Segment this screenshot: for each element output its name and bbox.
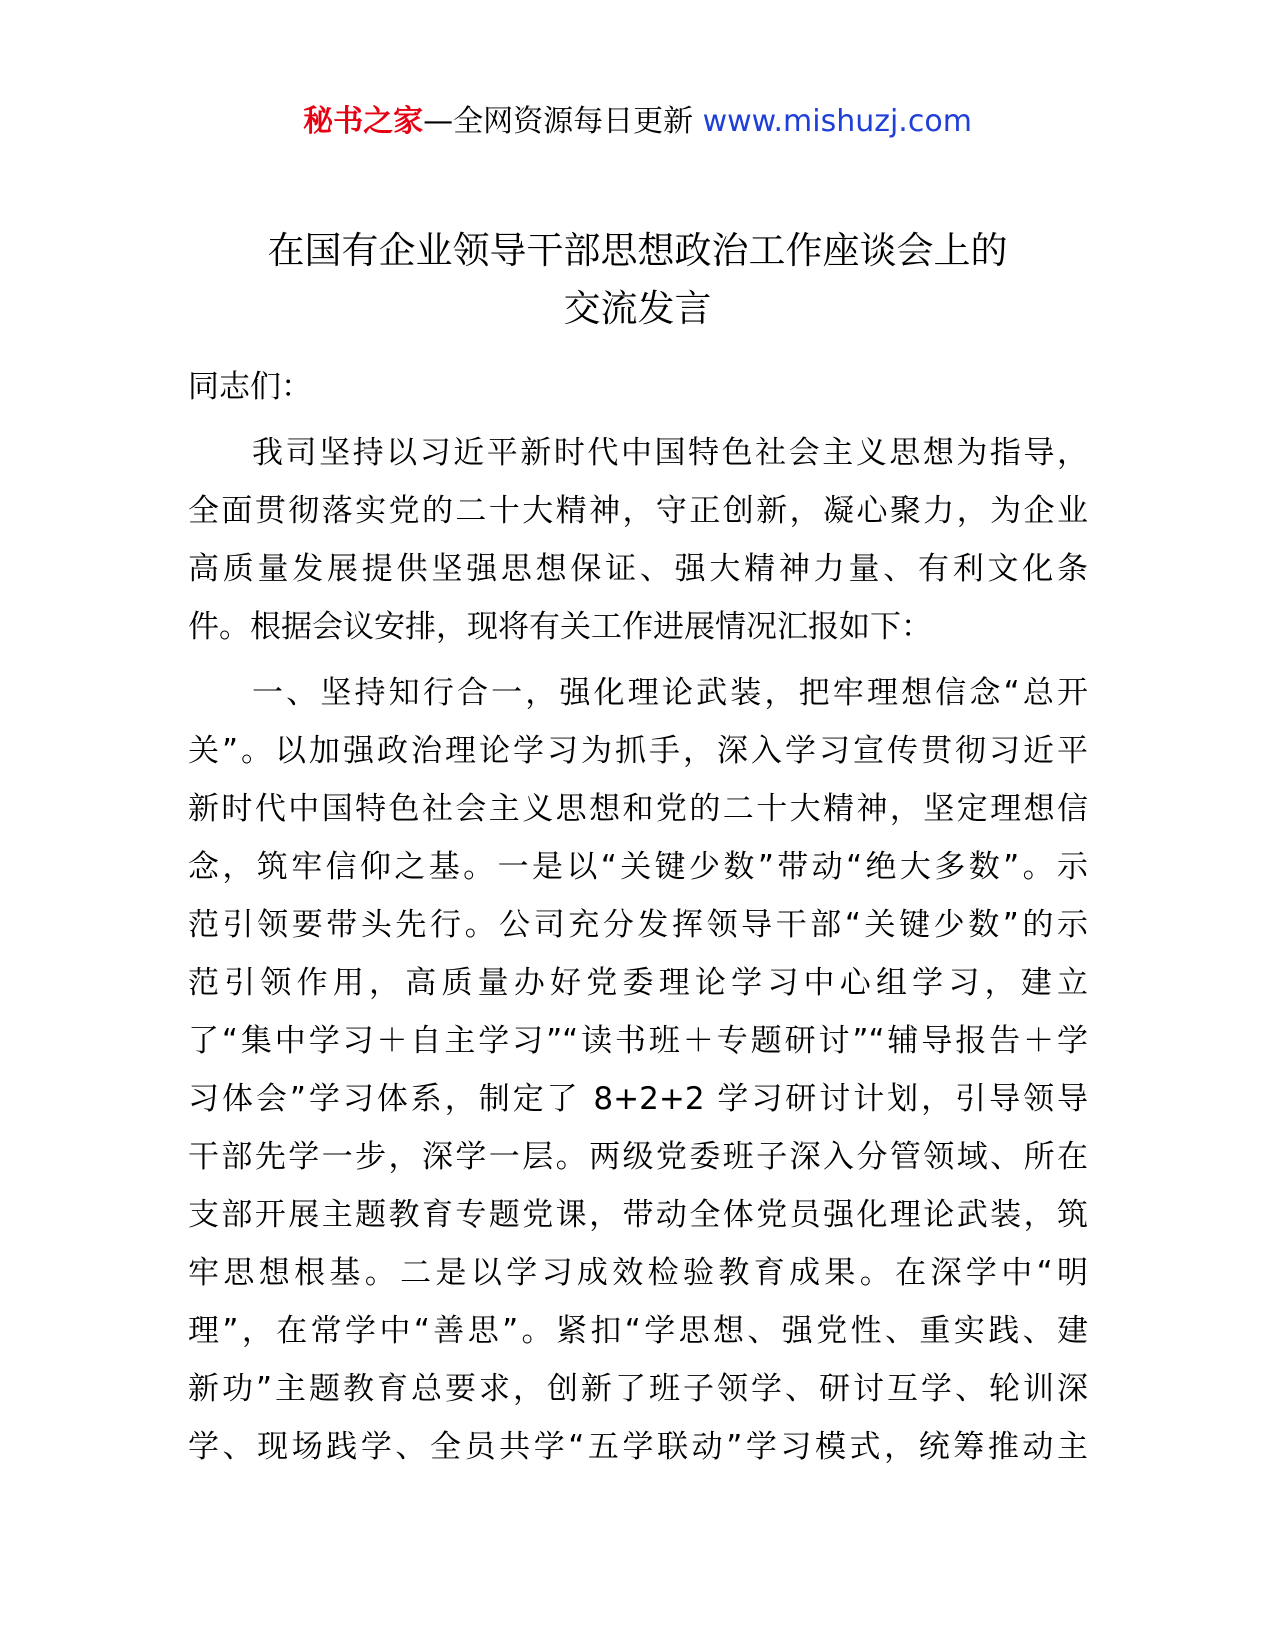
paragraph-line: 干部先学一步，深学一层。两级党委班子深入分管领域、所在 [188,1139,1088,1175]
paragraph-line: 高质量发展提供坚强思想保证、强大精神力量、有利文化条 [188,551,1088,587]
paragraph-line: 支部开展主题教育专题党课，带动全体党员强化理论武装，筑 [188,1197,1088,1233]
paragraph-line: 牢思想根基。二是以学习成效检验教育成果。在深学中“明 [188,1255,1088,1291]
site-header [0,100,1275,144]
paragraph-section-one [188,664,1088,1476]
paragraph-line: 了“集中学习＋自主学习”“读书班＋专题研讨”“辅导报告＋学 [188,1023,1088,1059]
header-tagline: —全网资源每日更新 [423,104,694,139]
paragraph-line: 关”。以加强政治理论学习为抓手，深入学习宣传贯彻习近平 [188,733,1088,769]
paragraph-line: 范引领作用，高质量办好党委理论学习中心组学习，建立 [188,965,1088,1001]
paragraph-line: 一、坚持知行合一，强化理论武装，把牢理想信念“总开 [252,675,1088,711]
paragraph-line: 范引领要带头先行。公司充分发挥领导干部“关键少数”的示 [188,907,1088,943]
paragraph-line: 理”，在常学中“善思”。紧扣“学思想、强党性、重实践、建 [188,1313,1088,1349]
paragraph-line: 件。根据会议安排，现将有关工作进展情况汇报如下： [188,609,932,645]
paragraph-line: 全面贯彻落实党的二十大精神，守正创新，凝心聚力，为企业 [188,493,1088,529]
document-body [188,358,1088,1484]
paragraph-line: 学、现场践学、全员共学“五学联动”学习模式，统筹推动主 [188,1429,1088,1465]
brand-name: 秘书之家 [303,104,424,139]
salutation: 同志们： [188,369,312,405]
paragraph-line: 新功”主题教育总要求，创新了班子领学、研讨互学、轮训深 [188,1371,1088,1407]
paragraph-line: 念，筑牢信仰之基。一是以“关键少数”带动“绝大多数”。示 [188,849,1088,885]
paragraph-intro [188,424,1088,656]
title-line-2: 交流发言 [563,287,712,330]
title-line-1: 在国有企业领导干部思想政治工作座谈会上的 [267,229,1008,272]
paragraph-line: 新时代中国特色社会主义思想和党的二十大精神，坚定理想信 [188,791,1088,827]
document-title [150,222,1125,338]
paragraph-line: 我司坚持以习近平新时代中国特色社会主义思想为指导， [252,435,1088,471]
site-url-link[interactable]: www.mishuzj.com [693,104,972,139]
paragraph-line: 习体会”学习体系，制定了 8+2+2 学习研讨计划，引导领导 [188,1081,1088,1117]
